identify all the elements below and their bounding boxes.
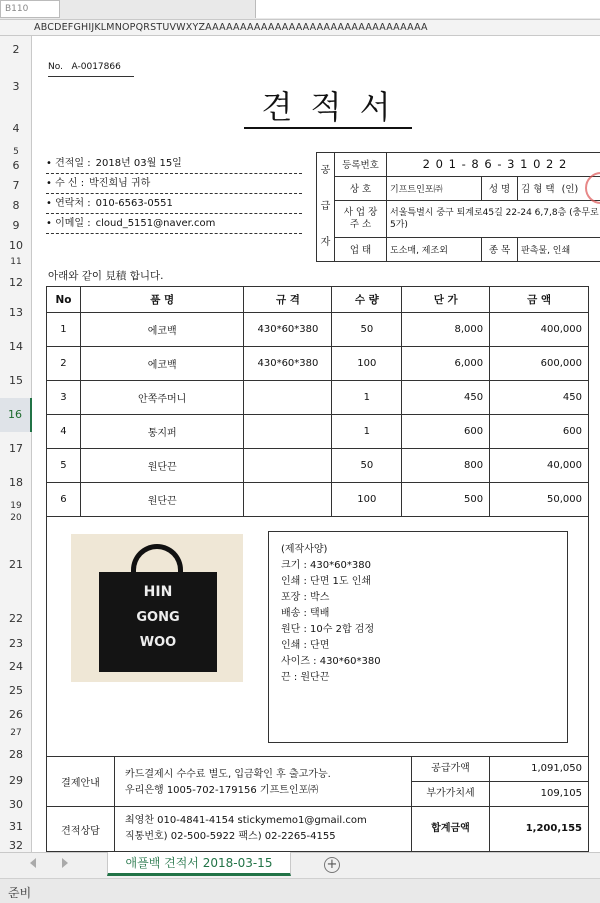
bag-handle-icon (131, 544, 183, 574)
table-cell: 1 (332, 381, 402, 415)
table-cell (244, 381, 332, 415)
name-box[interactable]: B110 (0, 0, 60, 18)
row-header-7[interactable]: 7 (12, 179, 20, 192)
info-line (46, 194, 302, 214)
row-header-14[interactable]: 14 (9, 340, 23, 353)
triangle-right-icon[interactable] (62, 858, 68, 868)
column-header: 품 명 (80, 287, 244, 313)
info-value: 010-6563-0551 (95, 198, 173, 209)
payment-label: 결제안내 (47, 757, 115, 807)
row-header-4[interactable]: 4 (12, 122, 20, 135)
reg-label: 등록번호 (335, 153, 387, 177)
page-title: 견 적 서 (261, 88, 395, 126)
table-cell: 에코백 (80, 347, 244, 381)
table-cell: 600,000 (490, 347, 589, 381)
info-value: 박진희님 귀하 (89, 178, 151, 189)
row-header-13[interactable]: 13 (9, 306, 23, 319)
table-row (47, 313, 589, 347)
row-header-30[interactable]: 30 (9, 798, 23, 811)
table-cell: 1 (47, 313, 81, 347)
table-cell: 8,000 (402, 313, 490, 347)
table-cell: 원단끈 (80, 483, 244, 517)
detail-area (46, 516, 589, 756)
info-value: cloud_5151@naver.com (95, 218, 216, 229)
table-cell: 2 (47, 347, 81, 381)
row-header-32[interactable]: 32 (9, 839, 23, 852)
spec-line: 배송 : 택배 (281, 608, 330, 619)
addr-value: 서울특별시 중구 퇴계로45길 22-24 6,7,8층 (충무로5가) (387, 200, 600, 237)
column-header: 규 격 (244, 287, 332, 313)
items-table (46, 286, 589, 517)
table-cell: 6 (47, 483, 81, 517)
formula-bar-area (0, 0, 600, 20)
table-cell: 800 (402, 449, 490, 483)
row-header-16[interactable]: 16 (0, 398, 32, 432)
triangle-left-icon[interactable] (30, 858, 36, 868)
column-header: 수 량 (332, 287, 402, 313)
table-cell: 450 (402, 381, 490, 415)
table-row (47, 449, 589, 483)
doc-number-value: A-0017866 (71, 62, 121, 72)
table-cell (244, 449, 332, 483)
addr-label: 사 업 장 주 소 (335, 200, 387, 237)
title-underline (244, 127, 412, 129)
quote-intro: 아래와 같이 見積 합니다. (48, 270, 164, 282)
contact-line-2: 직통번호) 02-500-5922 팩스) 02-2265-4155 (125, 831, 336, 842)
rep-label: 성 명 (482, 176, 518, 200)
table-cell: 5 (47, 449, 81, 483)
table-cell: 430*60*380 (244, 347, 332, 381)
row-header-31[interactable]: 31 (9, 820, 23, 833)
payment-info (115, 757, 412, 807)
table-row (47, 381, 589, 415)
table-cell: 안쪽주머니 (80, 381, 244, 415)
formula-input[interactable] (255, 0, 600, 18)
vat-value: 109,105 (490, 782, 588, 807)
items-header-row (47, 287, 589, 313)
spec-line: 포장 : 박스 (281, 592, 330, 603)
row-header-19[interactable]: 19 (10, 501, 22, 511)
info-line (46, 174, 302, 194)
row-header-20[interactable]: 20 (10, 513, 22, 523)
row-header-3[interactable]: 3 (12, 80, 20, 93)
table-cell: 600 (490, 415, 589, 449)
table-cell: 600 (402, 415, 490, 449)
table-cell: 450 (490, 381, 589, 415)
table-cell: 50,000 (490, 483, 589, 517)
spec-line: 인쇄 : 단면 (281, 640, 330, 651)
spreadsheet-grid[interactable] (32, 36, 600, 852)
table-row (47, 483, 589, 517)
row-header-9[interactable]: 9 (12, 219, 20, 232)
table-cell: 통지퍼 (80, 415, 244, 449)
row-header-24[interactable]: 24 (9, 660, 23, 673)
status-bar: 준비 (0, 878, 600, 903)
name-value: 기프트인포㈜ (387, 176, 482, 200)
row-header-21[interactable]: 21 (9, 558, 23, 571)
spec-line: 사이즈 : 430*60*380 (281, 656, 381, 667)
biz-value: 도소매, 제조외 (387, 237, 482, 261)
contact-label: 견적상담 (47, 807, 115, 851)
info-label: • 이메일 : (46, 218, 91, 229)
contact-line-1: 최영찬 010-4841-4154 stickymemo1@gmail.com (125, 815, 367, 826)
row-headers[interactable] (0, 36, 32, 852)
spec-line: 인쇄 : 단면 1도 인쇄 (281, 576, 372, 587)
payment-line-1: 카드결제시 수수료 별도, 입금확인 후 출고가능. (125, 769, 331, 780)
supplier-table (316, 152, 600, 262)
biz-label: 업 태 (335, 237, 387, 261)
vat-label: 부가가치세 (412, 782, 490, 807)
info-label: • 연락처 : (46, 198, 91, 209)
table-cell: 430*60*380 (244, 313, 332, 347)
column-header: No (47, 287, 81, 313)
seal-mark: (인) (561, 184, 579, 196)
doc-number (48, 62, 121, 72)
table-cell: 원단끈 (80, 449, 244, 483)
table-cell: 400,000 (490, 313, 589, 347)
row-header-18[interactable]: 18 (9, 476, 23, 489)
row-header-25[interactable]: 25 (9, 684, 23, 697)
table-cell: 50 (332, 313, 402, 347)
supplier-side-text: 공 급 자 (320, 165, 331, 248)
supplier-side-label (317, 153, 335, 262)
row-header-8[interactable]: 8 (12, 199, 20, 212)
total-value: 1,200,155 (525, 823, 582, 834)
row-header-15[interactable]: 15 (9, 374, 23, 387)
info-line (46, 154, 302, 174)
table-cell: 4 (47, 415, 81, 449)
bag-text-3: WOO (139, 635, 177, 650)
reg-value: 2 0 1 - 8 6 - 3 1 0 2 2 (387, 153, 600, 177)
table-row (47, 347, 589, 381)
info-label: • 견적일 : (46, 158, 91, 169)
sheet-tab[interactable]: 애플백 견적서 2018-03-15 (107, 852, 291, 876)
row-header-6[interactable]: 6 (12, 159, 20, 172)
item-value: 판촉물, 인쇄 (518, 237, 600, 261)
bag-text-2: GONG (136, 610, 180, 625)
table-cell: 100 (332, 347, 402, 381)
row-header-27[interactable]: 27 (10, 728, 22, 738)
column-letters: ABCDEFGHIJKLMNOPQRSTUVWXYZAAAAAAAAAAAAAAAAAAAAAAAAAAAAAAAA (34, 22, 428, 33)
info-value: 2018년 03월 15일 (95, 158, 182, 169)
bag-text-1: HIN (143, 584, 173, 600)
table-row (47, 415, 589, 449)
spec-line: 끈 : 원단끈 (281, 672, 330, 683)
spec-line: 원단 : 10수 2합 검정 (281, 624, 375, 635)
rep-cell (518, 176, 600, 200)
info-label: • 수 신 : (46, 178, 85, 189)
summary-section (46, 756, 589, 852)
info-line (46, 214, 302, 234)
row-header-11[interactable]: 11 (10, 257, 22, 267)
name-label: 상 호 (335, 176, 387, 200)
row-header-17[interactable]: 17 (9, 442, 23, 455)
row-header-5[interactable]: 5 (13, 147, 19, 157)
row-header-28[interactable]: 28 (9, 748, 23, 761)
table-cell: 3 (47, 381, 81, 415)
supply-value: 1,091,050 (490, 757, 588, 782)
table-cell: 6,000 (402, 347, 490, 381)
plus-circle-icon[interactable]: + (324, 857, 340, 873)
table-cell: 100 (332, 483, 402, 517)
row-header-2[interactable]: 2 (12, 43, 20, 56)
row-header-23[interactable]: 23 (9, 637, 23, 650)
table-cell: 500 (402, 483, 490, 517)
recipient-info (46, 154, 302, 234)
total-label: 합계금액 (412, 807, 490, 851)
table-cell (244, 483, 332, 517)
row-header-29[interactable]: 29 (9, 774, 23, 787)
row-header-22[interactable]: 22 (9, 612, 23, 625)
row-header-12[interactable]: 12 (9, 276, 23, 289)
spec-box (268, 531, 568, 743)
contact-info (115, 807, 412, 851)
company-seal-icon (585, 172, 600, 204)
doc-number-label: No. (48, 62, 63, 72)
table-cell: 40,000 (490, 449, 589, 483)
column-headers[interactable] (0, 20, 600, 36)
column-header: 금 액 (490, 287, 589, 313)
doc-number-underline (48, 76, 134, 77)
payment-line-2: 우리은행 1005-702-179156 기프트인포㈜ (125, 785, 319, 796)
row-header-10[interactable]: 10 (9, 239, 23, 252)
spec-line: 크기 : 430*60*380 (281, 560, 371, 571)
item-label: 종 목 (482, 237, 518, 261)
bag-body (99, 572, 217, 672)
table-cell: 에코백 (80, 313, 244, 347)
sheet-tab-bar (0, 852, 600, 878)
row-header-26[interactable]: 26 (9, 708, 23, 721)
column-header: 단 가 (402, 287, 490, 313)
table-cell (244, 415, 332, 449)
supply-label: 공급가액 (412, 757, 490, 782)
table-cell: 50 (332, 449, 402, 483)
rep-value: 김 형 택 (521, 184, 555, 196)
product-photo (71, 534, 243, 682)
table-cell: 1 (332, 415, 402, 449)
spec-line: (제작사양) (281, 544, 328, 555)
